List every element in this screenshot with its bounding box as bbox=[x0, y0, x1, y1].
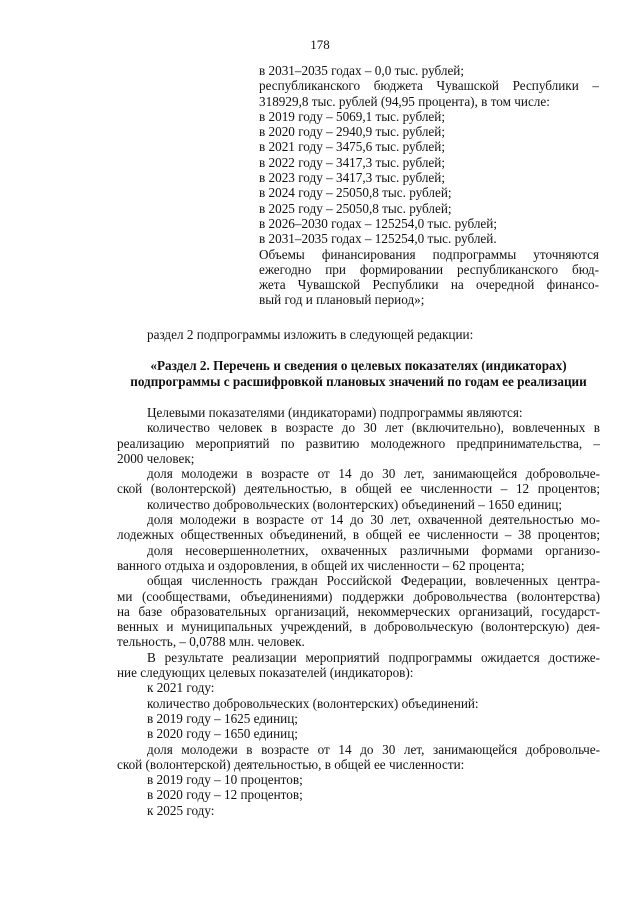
text-line: количество человек в возрасте до 30 лет (включительно), вовлеченных в bbox=[147, 420, 600, 436]
text-line: жета Чувашской Республики на очередной финансо- bbox=[259, 277, 599, 293]
text-line: в 2020 году – 1650 единиц; bbox=[147, 726, 298, 742]
page-number: 178 bbox=[310, 37, 330, 52]
text-line: тельность, – 0,0788 млн. человек. bbox=[117, 634, 305, 650]
text-line: в 2020 году – 2940,9 тыс. рублей; bbox=[259, 124, 445, 140]
text-line: в 2031–2035 годах – 0,0 тыс. рублей; bbox=[259, 63, 465, 78]
instruction-paragraph bbox=[117, 327, 600, 342]
text-line: 318929,8 тыс. рублей (94,95 процента), в том числе: bbox=[259, 93, 550, 109]
text-line: ежегодно при формировании республиканского бюд- bbox=[259, 261, 599, 277]
funding-block bbox=[259, 63, 599, 308]
text-line: В результате реализации мероприятий подпрограммы ожидается достиже- bbox=[147, 649, 600, 665]
text-line: 2000 человек; bbox=[117, 450, 195, 466]
text-line: в 2019 году – 10 процентов; bbox=[147, 772, 303, 788]
text-line: реализацию мероприятий по развитию молодежного предпринимательства, – bbox=[117, 435, 600, 451]
text-line: доля молодежи в возрасте от 14 до 30 лет, занимающейся добровольче- bbox=[147, 741, 600, 757]
text-line: ванного отдыха и оздоровления, в общей их численности – 62 процента; bbox=[117, 557, 525, 573]
text-line: количество добровольческих (волонтерских) объединений – 1650 единиц; bbox=[147, 496, 563, 512]
text-line: ние следующих целевых показателей (индикаторов): bbox=[117, 665, 414, 681]
text-line: общая численность граждан Российской Федерации, вовлеченных центра- bbox=[147, 573, 600, 589]
text-line: в 2031–2035 годах – 125254,0 тыс. рублей. bbox=[259, 231, 497, 247]
text-line: к 2021 году: bbox=[147, 680, 215, 696]
text-line: в 2025 году – 25050,8 тыс. рублей; bbox=[259, 200, 452, 216]
text-line: в 2021 году – 3475,6 тыс. рублей; bbox=[259, 139, 445, 155]
text-line: доля молодежи в возрасте от 14 до 30 лет, занимающейся добровольче- bbox=[147, 466, 600, 482]
heading-line: «Раздел 2. Перечень и сведения о целевых показателях (индикаторах) bbox=[150, 358, 567, 373]
text-line: в 2024 году – 25050,8 тыс. рублей; bbox=[259, 185, 452, 201]
text-line: доля молодежи в возрасте от 14 до 30 лет, охваченной деятельностью мо- bbox=[147, 512, 600, 528]
text-line: в 2023 году – 3417,3 тыс. рублей; bbox=[259, 170, 445, 186]
text-line: на базе образовательных организаций, некоммерческих организаций, государст- bbox=[117, 603, 600, 619]
text-line: в 2020 году – 12 процентов; bbox=[147, 787, 303, 803]
text-line: ской (волонтерской) деятельностью, в общей ее численности – 12 процентов; bbox=[117, 481, 600, 497]
text-line: Объемы финансирования подпрограммы уточняются bbox=[259, 246, 599, 262]
text-line: в 2019 году – 5069,1 тыс. рублей; bbox=[259, 108, 445, 124]
text-line: в 2026–2030 годах – 125254,0 тыс. рублей; bbox=[259, 215, 497, 231]
text-line: в 2022 году – 3417,3 тыс. рублей; bbox=[259, 154, 445, 170]
body-text bbox=[117, 405, 600, 818]
text-line: количество добровольческих (волонтерских) объединений: bbox=[147, 695, 479, 711]
heading-line: подпрограммы с расшифровкой плановых значений по годам ее реализации bbox=[130, 374, 587, 389]
text-line: ской (волонтерской) деятельностью, в общей ее численности: bbox=[117, 756, 465, 772]
text-line: ми (сообществами, объединениями) поддержки добровольчества (волонтерства) bbox=[117, 588, 600, 604]
text-line: к 2025 году: bbox=[147, 802, 215, 818]
text-line: вый год и плановый период»; bbox=[259, 292, 425, 308]
text-line: доля несовершеннолетних, охваченных различными формами организо- bbox=[147, 542, 600, 558]
text-line: Целевыми показателями (индикаторами) подпрограммы являются: bbox=[147, 405, 523, 420]
text-line: лодежных общественных объединений, в общей ее численности – 38 процентов; bbox=[117, 527, 600, 543]
text-line: в 2019 году – 1625 единиц; bbox=[147, 710, 298, 726]
text-line: раздел 2 подпрограммы изложить в следующей редакции: bbox=[147, 327, 474, 342]
text-line: венных и муниципальных учреждений, в добровольческую (волонтерскую) дея- bbox=[117, 619, 600, 635]
text-line: республиканского бюджета Чувашской Республики – bbox=[259, 78, 599, 94]
section-heading bbox=[117, 358, 600, 390]
